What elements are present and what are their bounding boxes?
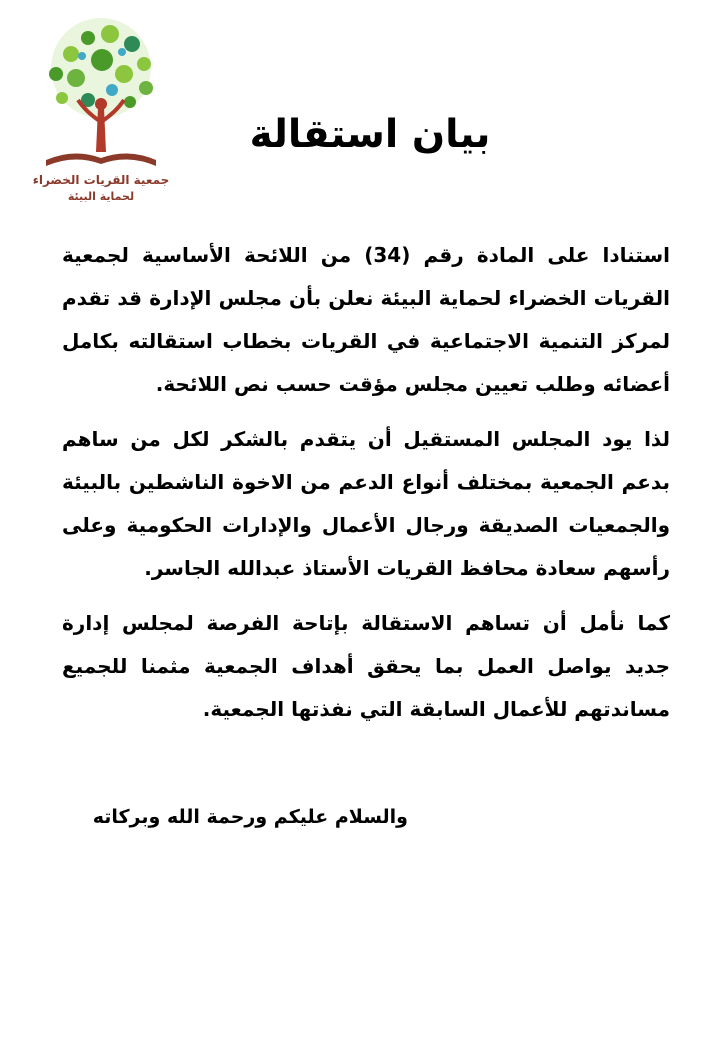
logo-name-line1: جمعية القريات الخضراء: [32, 173, 170, 187]
paragraph-article-reference: استنادا على المادة رقم (34) من اللائحة الأساسية لجمعية القريات الخضراء لحماية البيئة نعلن بأن مجلس الإدارة قد تقدم لمركز التنمية الاجتماعية في القريات بخطاب استقالته بكامل أعضائه وطلب تعيين مجلس مؤقت حسب نص اللائحة.: [62, 243, 670, 396]
tree-trunk-icon: [78, 98, 124, 152]
logo-name-line2: لحماية البيئة: [67, 190, 135, 203]
closing-greeting: والسلام عليكم ورحمة الله وبركاته: [92, 806, 408, 828]
open-book-icon: [46, 153, 156, 166]
paragraph-thanks: لذا يود المجلس المستقيل أن يتقدم بالشكر لكل من ساهم بدعم الجمعية بمختلف أنواع الدعم من الاخوة الناشطين بالبيئة والجمعيات الصديقة ورجال الأعمال والإدارات الحكومية وعلى رأسهم سعادة محافظ القريات الأستاذ عبدالله الجاسر.: [62, 427, 670, 580]
statement-body: [62, 234, 670, 743]
association-logo: [26, 12, 176, 204]
paragraph-hope: كما نأمل أن تساهم الاستقالة بإتاحة الفرصة لمجلس إدارة جديد يواصل العمل بما يحقق أهداف الجمعية مثمنا للجميع مساندتهم للأعمال السابقة التي نفذتها الجمعية.: [62, 611, 670, 721]
page-title: بيان استقالة: [249, 112, 491, 157]
